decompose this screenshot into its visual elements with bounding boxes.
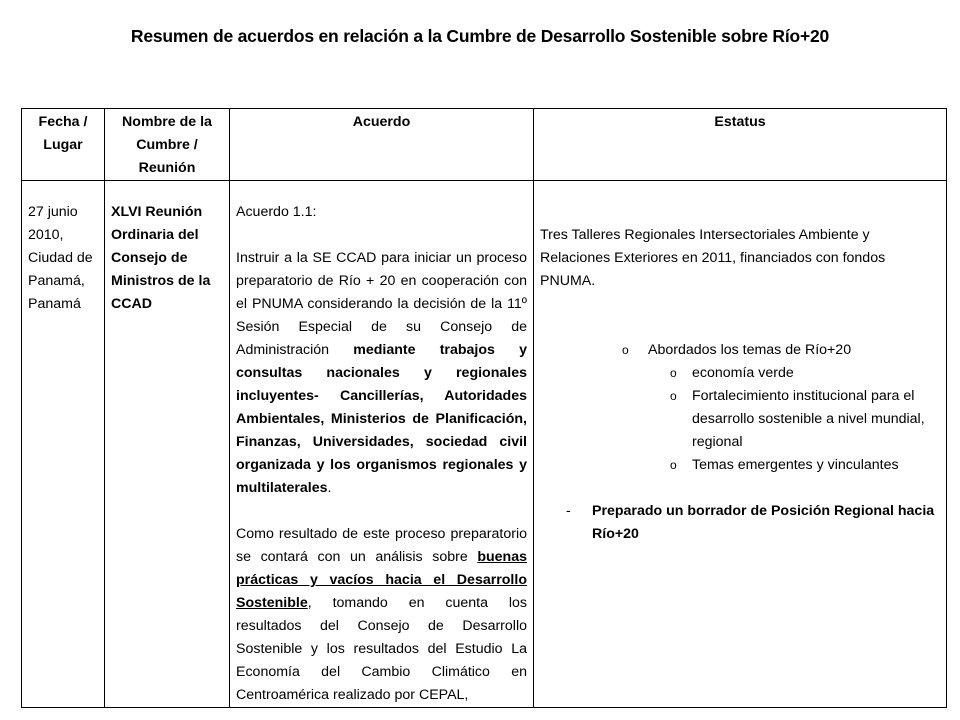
circle-bullet-icon: o <box>622 343 629 357</box>
dash-bullet-icon: - <box>566 503 571 519</box>
table-header-row <box>22 109 947 181</box>
circle-bullet-icon: o <box>670 366 677 380</box>
acuerdo-paragraph-1: Instruir a la SE CCAD para iniciar un proceso preparatorio de Río + 20 en cooperación con el PNUMA considerando la decisión de la 11º Sesión Especial de su Consejo de Administración mediante trabajos y consultas nacionales y regionales incluyentes- Cancillerías, Autoridades Ambientales, Ministerios de Planificación, Finanzas, Universidades, sociedad civil organizada y los organismos regionales y multilaterales. <box>236 250 527 496</box>
list-item: - Preparado un borrador de Posición Regional hacia Río+20 <box>540 500 940 546</box>
list-item: o economía verde <box>540 362 940 385</box>
list-item: o Temas emergentes y vinculantes <box>540 454 940 477</box>
page-title: Resumen de acuerdos en relación a la Cumbre de Desarrollo Sostenible sobre Río+20 <box>130 26 830 46</box>
header-nombre: Nombre de la Cumbre / Reunión <box>105 109 230 181</box>
cell-estatus <box>534 181 947 708</box>
list-item: o Fortalecimiento institucional para el desarrollo sostenible a nivel mundial, regional <box>540 385 940 454</box>
list-item: o Abordados los temas de Río+20 <box>540 339 940 362</box>
cell-acuerdo <box>230 181 534 708</box>
cell-nombre <box>105 181 230 708</box>
fecha-text: 27 junio 2010, Ciudad de Panamá, Panamá <box>28 204 93 312</box>
table-row <box>22 181 947 708</box>
header-fecha: Fecha / Lugar <box>22 109 105 181</box>
header-acuerdo: Acuerdo <box>230 109 534 181</box>
circle-bullet-icon: o <box>670 458 677 472</box>
nombre-text: XLVI Reunión Ordinaria del Consejo de Ministros de la CCAD <box>111 204 211 312</box>
circle-bullet-icon: o <box>670 389 677 403</box>
header-estatus: Estatus <box>534 109 947 181</box>
estatus-intro: Tres Talleres Regionales Intersectoriales Ambiente y Relaciones Exteriores en 2011, financiados con fondos PNUMA. <box>540 227 886 289</box>
agreements-table <box>21 108 947 708</box>
acuerdo-label: Acuerdo 1.1: <box>236 204 317 220</box>
acuerdo-paragraph-2: Como resultado de este proceso preparatorio se contará con un análisis sobre buenas prácticas y vacíos hacia el Desarrollo Sostenible, tomando en cuenta los resultados del Consejo de Desarrollo Sostenible y los resultados del Estudio La Economía del Cambio Climático en Centroamérica realizado por CEPAL, <box>236 526 527 703</box>
cell-fecha <box>22 181 105 708</box>
